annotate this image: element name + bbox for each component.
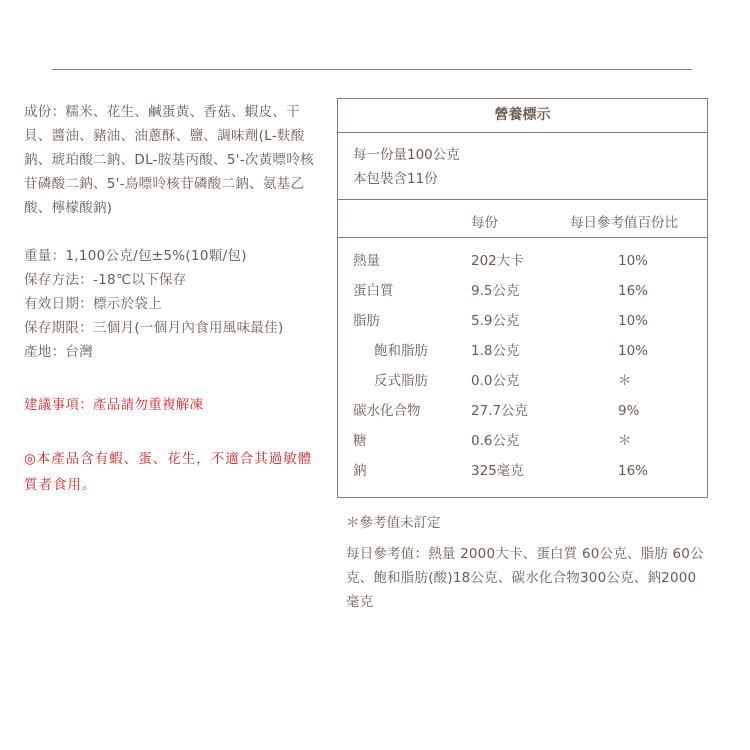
serving-divider bbox=[338, 199, 707, 200]
product-info bbox=[24, 100, 329, 498]
shelf-life-text: 保存期限：三個月(一個月內食用風味最佳) bbox=[24, 320, 284, 336]
serving-size: 每一份量100公克 bbox=[353, 147, 460, 163]
table-row bbox=[338, 399, 707, 429]
top-divider bbox=[52, 69, 692, 70]
nutrient-amount: 1.8公克 bbox=[471, 343, 520, 359]
table-row bbox=[338, 459, 707, 489]
ingredients-text: 成份：糯米、花生、鹹蛋黃、香菇、蝦皮、干貝、醬油、豬油、油蔥酥、鹽、調味劑(L-麩酸鈉、琥珀酸二鈉、DL-胺基丙酸、5'-次黃嘌呤核苷磷酸二鈉、5'-鳥嘌呤核苷磷酸二鈉、氨基乙酸、檸檬酸鈉) bbox=[24, 104, 314, 216]
header-divider bbox=[338, 237, 707, 238]
nutrient-percent: 10% bbox=[618, 343, 649, 359]
header-per-serving: 每份 bbox=[471, 215, 498, 231]
nutrient-name: 糖 bbox=[353, 433, 367, 449]
nutrient-amount: 0.0公克 bbox=[471, 373, 520, 389]
nutrient-name: 脂肪 bbox=[353, 313, 380, 329]
nutrient-name: 反式脂肪 bbox=[374, 373, 428, 389]
nutrition-table bbox=[337, 98, 708, 498]
origin-text: 產地：台灣 bbox=[24, 344, 93, 360]
table-row bbox=[338, 279, 707, 309]
nutrient-percent: 16% bbox=[618, 463, 649, 479]
footnote-text: ＊參考值未訂定 bbox=[346, 515, 441, 531]
nutrient-amount: 202大卡 bbox=[471, 253, 524, 269]
table-row bbox=[338, 369, 707, 399]
header-daily-percent: 每日參考值百份比 bbox=[570, 215, 678, 231]
nutrient-name: 蛋白質 bbox=[353, 283, 394, 299]
nutrient-name: 飽和脂肪 bbox=[374, 343, 428, 359]
title-divider bbox=[338, 132, 707, 133]
storage-text: 保存方法：-18℃以下保存 bbox=[24, 272, 187, 288]
nutrient-name: 鈉 bbox=[353, 463, 367, 479]
nutrient-amount: 9.5公克 bbox=[471, 283, 520, 299]
table-row bbox=[338, 309, 707, 339]
table-row bbox=[338, 339, 707, 369]
specs-list bbox=[24, 244, 329, 364]
nutrient-percent: ＊ bbox=[618, 373, 632, 389]
nutrient-percent: 10% bbox=[618, 313, 649, 329]
table-header bbox=[338, 211, 707, 235]
nutrient-name: 碳水化合物 bbox=[353, 403, 421, 419]
daily-reference-text: 每日參考值：熱量 2000大卡、蛋白質 60公克、脂肪 60公克、飽和脂肪(酸)18公克、碳水化合物300公克、鈉2000毫克 bbox=[346, 546, 704, 610]
nutrient-percent: 10% bbox=[618, 253, 649, 269]
advice-text: 建議事項：產品請勿重複解凍 bbox=[24, 397, 204, 413]
nutrient-amount: 5.9公克 bbox=[471, 313, 520, 329]
nutrient-amount: 325毫克 bbox=[471, 463, 524, 479]
nutrient-percent: 16% bbox=[618, 283, 649, 299]
nutrient-percent: ＊ bbox=[618, 433, 632, 449]
expiry-text: 有效日期：標示於袋上 bbox=[24, 296, 162, 312]
nutrition-rows bbox=[338, 249, 707, 489]
servings-count: 本包裝含11份 bbox=[353, 171, 438, 187]
table-row bbox=[338, 429, 707, 459]
nutrient-name: 熱量 bbox=[353, 253, 380, 269]
nutrient-amount: 0.6公克 bbox=[471, 433, 520, 449]
serving-info bbox=[353, 143, 460, 191]
nutrition-title: 營養標示 bbox=[494, 107, 551, 123]
nutrient-percent: 9% bbox=[618, 403, 640, 419]
table-row bbox=[338, 249, 707, 279]
weight-text: 重量：1,100公克/包±5%(10顆/包) bbox=[24, 248, 247, 264]
nutrient-amount: 27.7公克 bbox=[471, 403, 529, 419]
allergen-warning: ◎本產品含有蝦、蛋、花生，不適合其過敏體質者食用。 bbox=[24, 451, 313, 493]
